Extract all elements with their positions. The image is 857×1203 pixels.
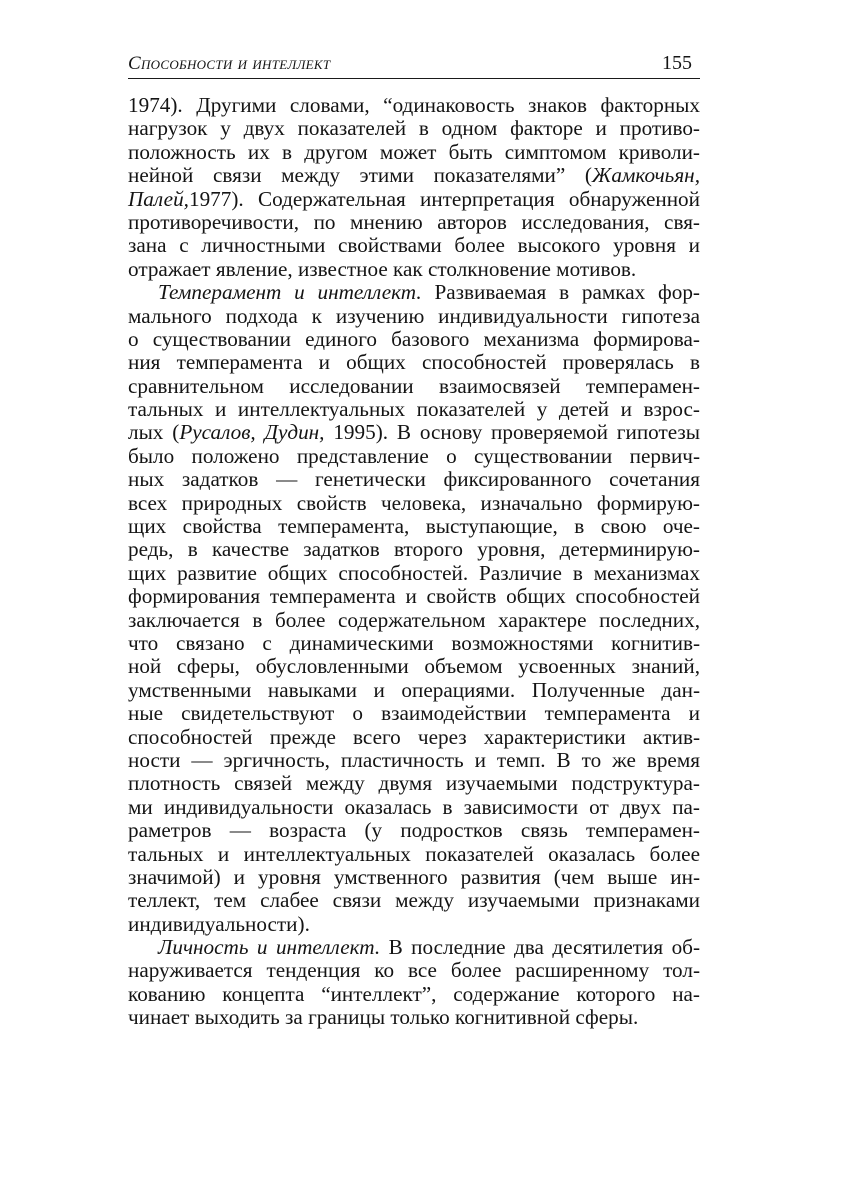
- text-line: Темперамент и интеллект. Развиваемая в рамках фор-: [158, 280, 700, 305]
- text-line: ния темперамента и общих способностей проверялась в: [128, 350, 700, 375]
- text-line: тальных и интеллектуальных показателей у детей и взрос-: [128, 397, 700, 422]
- text-line: всех природных свойств человека, изначально формирую-: [128, 490, 700, 515]
- text-line: тальных и интеллектуальных показателей оказалась более: [128, 841, 700, 866]
- text-line: плотность связей между двумя изучаемыми подструктура-: [128, 771, 700, 796]
- book-page: [128, 46, 700, 1030]
- text-line: ной сферы, обусловленными объемом усвоенных знаний,: [128, 654, 700, 679]
- text-line: индивидуальности).: [128, 911, 310, 936]
- text-line: было положено представление о существовании первич-: [128, 443, 700, 468]
- text-line: положность их в другом может быть симптомом криволи-: [128, 139, 700, 164]
- text-line: редь, в качестве задатков второго уровня, детерминирую-: [128, 537, 700, 562]
- text-line: заключается в более содержательном характере последних,: [128, 607, 700, 632]
- text-line: ности — эргичность, пластичность и темп. В то же время: [128, 747, 700, 772]
- text-line: щих развитие общих способностей. Различие в механизмах: [128, 560, 700, 585]
- text-line: щих свойства темперамента, выступающие, в свою оче-: [128, 514, 700, 539]
- body-text: [128, 94, 700, 1030]
- paragraph: [128, 281, 700, 936]
- text-line: нейной связи между этими показателями” (Жамкочьян,: [128, 163, 700, 188]
- running-header: [128, 46, 700, 79]
- paragraph: [128, 94, 700, 281]
- text-line: теллект, тем слабее связи между изучаемыми признаками: [128, 888, 700, 913]
- text-line: Палей,1977). Содержательная интерпретация обнаруженной: [128, 186, 700, 211]
- text-line: отражает явление, известное как столкновение мотивов.: [128, 256, 637, 281]
- text-line: что связано с динамическими возможностями когнитив-: [128, 630, 700, 655]
- text-line: способностей прежде всего через характеристики актив-: [128, 724, 700, 749]
- text-line: нагрузок у двух показателей в одном факторе и противо-: [128, 116, 700, 141]
- page-number: 155: [662, 52, 692, 74]
- text-line: раметров — возраста (у подростков связь темперамен-: [128, 818, 700, 843]
- paragraph: [128, 936, 700, 1030]
- text-line: ные свидетельствуют о взаимодействии темперамента и: [128, 701, 700, 726]
- text-line: умственными навыками и операциями. Полученные дан-: [128, 677, 700, 702]
- text-line: значимой) и уровня умственного развития (чем выше ин-: [128, 864, 700, 889]
- text-line: ных задатков — генетически фиксированного сочетания: [128, 467, 700, 492]
- running-title: Способности и интеллект: [128, 53, 331, 74]
- text-line: противоречивости, по мнению авторов исследования, свя-: [128, 209, 700, 234]
- text-line: лых (Русалов, Дудин, 1995). В основу проверяемой гипотезы: [128, 420, 700, 445]
- text-line: зана с личностными свойствами более высокого уровня и: [128, 233, 700, 258]
- text-line: мального подхода к изучению индивидуальности гипотеза: [128, 303, 700, 328]
- text-line: 1974). Другими словами, “одинаковость знаков факторных: [128, 93, 700, 117]
- text-line: кованию концепта “интеллект”, содержание которого на-: [128, 981, 700, 1006]
- text-line: Личность и интеллект. В последние два десятилетия об-: [158, 935, 700, 960]
- text-line: сравнительном исследовании взаимосвязей темперамен-: [128, 373, 700, 398]
- text-line: формирования темперамента и свойств общих способностей: [128, 584, 700, 609]
- text-line: о существовании единого базового механизма формирова-: [128, 326, 700, 351]
- text-line: чинает выходить за границы только когнитивной сферы.: [128, 1005, 639, 1030]
- text-line: наруживается тенденция ко все более расширенному тол-: [128, 958, 700, 983]
- text-line: ми индивидуальности оказалась в зависимости от двух па-: [128, 794, 700, 819]
